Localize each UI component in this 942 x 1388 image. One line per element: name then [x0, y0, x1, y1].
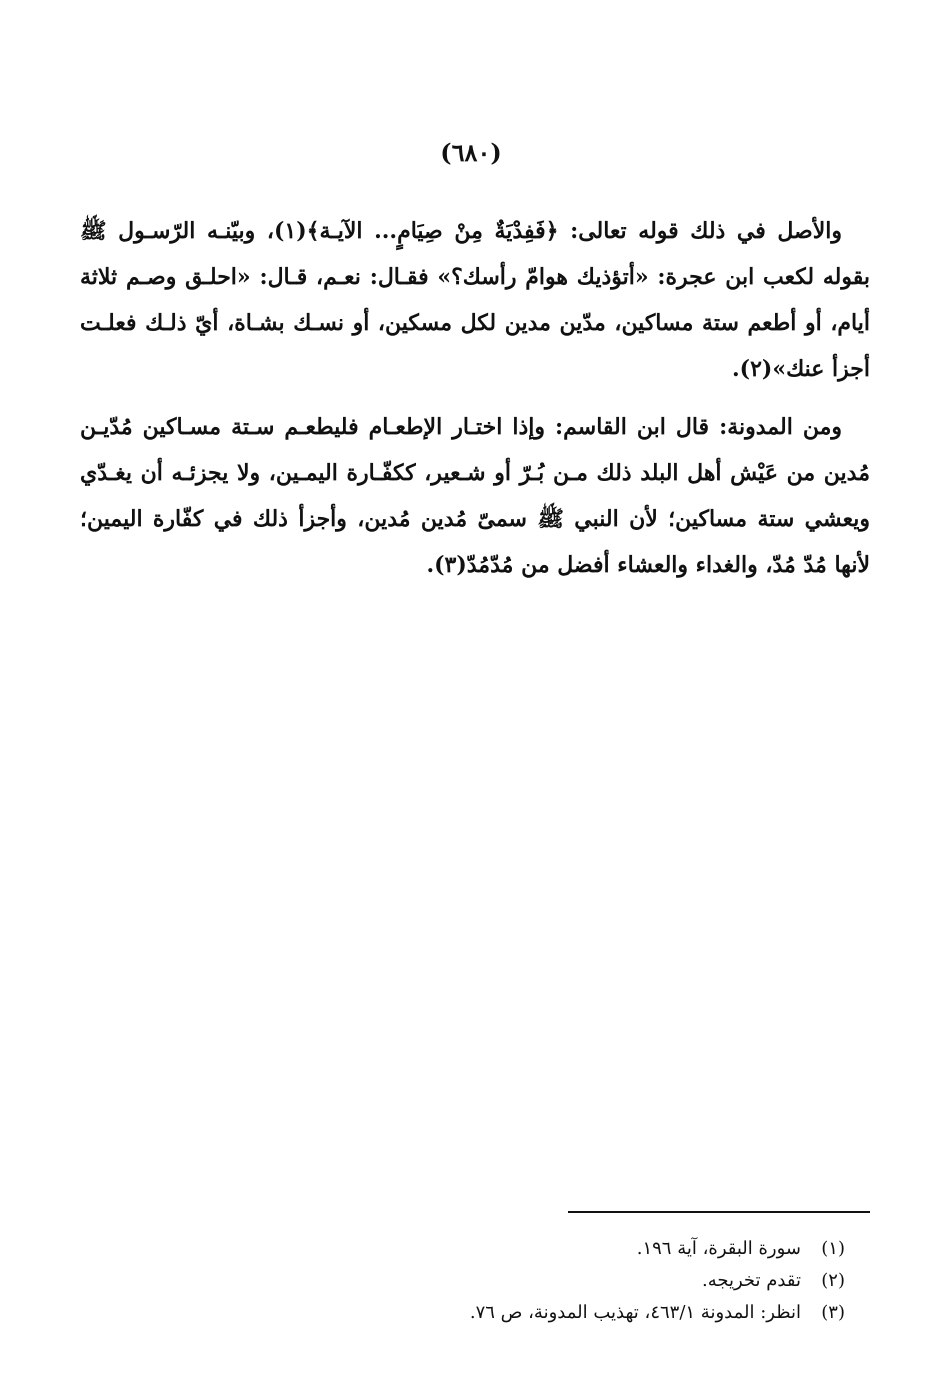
footnotes-list — [300, 1233, 845, 1329]
footnote-marker: (١) — [821, 1238, 845, 1259]
main-text — [80, 208, 870, 588]
footnote-2 — [300, 1265, 845, 1297]
page-number: (٦٨٠) — [440, 138, 502, 167]
footnote-separator — [568, 1211, 870, 1213]
footnote-marker: (٣) — [821, 1302, 845, 1323]
paragraph-1: والأصل في ذلك قوله تعالى: ﴿فَفِدْيَةٌ مِنْ صِيَامٍ... الآيـة﴾(١)، وبيّنـه الرّسـول ﷺ بقوله لكعب ابن عجرة: «أتؤذيك هوامّ رأسك؟» فقـال: نعـم، قـال: «احلـق وصـم ثلاثة أيام، أو أطعم ستة مساكين، مدّين مدين لكل مسكين، أو نسـك بشـاة، أيّ ذلـك فعلـت أجزأ عنك»(٢). — [80, 218, 870, 382]
footnote-marker: (٢) — [821, 1270, 845, 1291]
footnote-text: سورة البقرة، آية ١٩٦. — [636, 1238, 801, 1259]
footnote-text: تقدم تخريجه. — [702, 1270, 801, 1291]
footnote-text: انظر: المدونة ٤٦٣/١، تهذيب المدونة، ص ٧٦. — [469, 1302, 801, 1323]
footnote-3 — [300, 1297, 845, 1329]
paragraph-2: ومن المدونة: قال ابن القاسم: وإذا اختـار الإطعـام فليطعـم سـتة مسـاكين مُدّيـن مُدين من عَيْش أهل البلد ذلك مـن بُـرّ أو شـعير، ككفّـارة اليمـين، ولا يجزئـه أن يغـدّي ويعشي ستة مساكين؛ لأن النبي ﷺ سمىّ مُدين مُدين، وأجزأ ذلك في كفّارة اليمين؛ لأنها مُدّ مُدّ، والغداء والعشاء أفضل من مُدّمُدّ(٣). — [80, 414, 870, 578]
footnote-1 — [300, 1233, 845, 1265]
